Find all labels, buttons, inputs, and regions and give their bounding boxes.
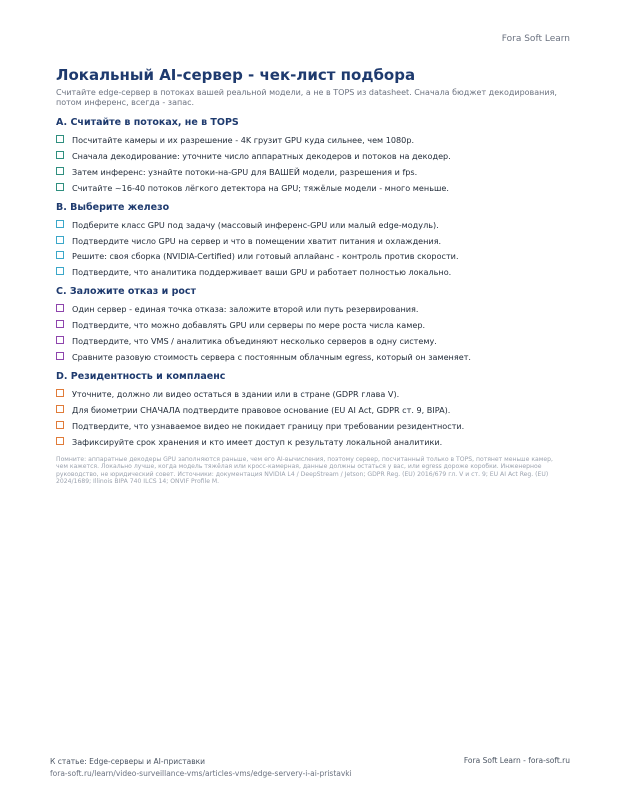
checklist-item-text: Подтвердите число GPU на сервер и что в помещении хватит питания и охлаждения. <box>72 235 442 246</box>
brand-label: Fora Soft Learn <box>501 34 570 44</box>
checklist-item <box>56 267 566 277</box>
checkbox[interactable] <box>56 183 64 191</box>
checkbox[interactable] <box>56 320 64 328</box>
checklist-item-text: Сначала декодирование: уточните число аппаратных декодеров и потоков на декодер. <box>72 150 451 161</box>
checklist-item <box>56 320 566 330</box>
checklist-item <box>56 220 566 230</box>
checklist-main <box>56 66 566 486</box>
checklist-item-text: Один сервер - единая точка отказа: заложите второй или путь резервирования. <box>72 304 419 315</box>
section-title: B. Выберите железо <box>56 201 170 213</box>
checkbox[interactable] <box>56 304 64 312</box>
checklist-item <box>56 151 566 161</box>
footer-url[interactable]: fora-soft.ru/learn/video-surveillance-vms/articles-vms/edge-servery-i-ai-pristavki <box>50 769 352 778</box>
checklist-item <box>56 421 566 431</box>
checkbox[interactable] <box>56 421 64 429</box>
checkbox[interactable] <box>56 251 64 259</box>
checklist-item <box>56 336 566 346</box>
page-subtitle: Считайте edge-сервер в потоках вашей реальной модели, а не в TOPS из datasheet. Сначала бюджет декодирования, потом инференс, всегда - запас. <box>56 88 557 107</box>
checklist-item-text: Решите: своя сборка (NVIDIA-Certified) или готовый аплайанс - контроль против скорости. <box>72 251 459 262</box>
checklist-section <box>56 135 566 193</box>
checkbox[interactable] <box>56 220 64 228</box>
checklist-section <box>56 304 566 362</box>
section-title: A. Считайте в потоках, не в TOPS <box>56 117 239 128</box>
checklist-item <box>56 135 566 145</box>
checklist-item <box>56 437 566 447</box>
checklist-item-text: Сравните разовую стоимость сервера с постоянным облачным egress, который он заменяет. <box>72 352 471 363</box>
section-title: D. Резидентность и комплаенс <box>56 371 226 383</box>
footer-brand[interactable]: Fora Soft Learn - fora-soft.ru <box>463 756 570 765</box>
footer-article-link[interactable]: К статье: Edge-серверы и AI-приставки <box>50 757 206 766</box>
checkbox[interactable] <box>56 437 64 445</box>
checkbox[interactable] <box>56 336 64 344</box>
checklist-item <box>56 167 566 177</box>
section-title: C. Заложите отказ и рост <box>56 286 197 298</box>
checklist-item <box>56 251 566 261</box>
checklist-item-text: Затем инференс: узнайте потоки-на-GPU для ВАШЕЙ модели, разрешения и fps. <box>72 166 418 177</box>
checklist-item <box>56 236 566 246</box>
checklist-item <box>56 389 566 399</box>
checklist-item-text: Подберите класс GPU под задачу (массовый инференс-GPU или малый edge-модуль). <box>72 219 439 230</box>
checklist-section <box>56 389 566 447</box>
checklist-item <box>56 405 566 415</box>
checklist-item-text: Считайте ~16-40 потоков лёгкого детектора на GPU; тяжёлые модели - много меньше. <box>72 182 449 193</box>
footer-article <box>50 756 352 780</box>
checkbox[interactable] <box>56 405 64 413</box>
checkbox[interactable] <box>56 167 64 175</box>
checklist-item-text: Подтвердите, что VMS / аналитика объединяют несколько серверов в одну систему. <box>72 336 437 347</box>
checklist-item <box>56 352 566 362</box>
checklist-section <box>56 220 566 278</box>
checklist-item-text: Зафиксируйте срок хранения и кто имеет доступ к результату локальной аналитики. <box>72 436 443 447</box>
checklist-item-text: Уточните, должно ли видео остаться в здании или в стране (GDPR глава V). <box>72 389 400 400</box>
checkbox[interactable] <box>56 352 64 360</box>
checklist-item-text: Подтвердите, что можно добавлять GPU или серверы по мере роста числа камер. <box>72 320 426 331</box>
checkbox[interactable] <box>56 236 64 244</box>
checklist-item <box>56 304 566 314</box>
checkbox[interactable] <box>56 389 64 397</box>
sections-container <box>56 117 566 447</box>
checklist-item-text: Посчитайте камеры и их разрешение - 4K грузит GPU куда сильнее, чем 1080p. <box>72 135 415 145</box>
footnote: Помните: аппаратные декодеры GPU заполняются раньше, чем его AI-вычисления, поэтому сервер, посчитанный только в TOPS, потянет меньше камер, чем кажется. Локально лучше, когда модель тяжёлая или кросс-камерная, данные должны остаться у вас, или egress дороже коробки. Инженерное руководство, не юридический совет. Источники: документация NVIDIA L4 / DeepStream / Jetson; GDPR Reg. (EU) 2016/679 гл. V и ст. 9; EU AI Act Reg. (EU) 2024/1689; Illinois BIPA 740 ILCS 14; ONVIF Profile M. <box>56 455 553 486</box>
page-title: Локальный AI-сервер - чек-лист подбора <box>56 66 416 84</box>
checkbox[interactable] <box>56 267 64 275</box>
checklist-item-text: Подтвердите, что узнаваемое видео не покидает границу при требовании резидентности. <box>72 420 465 431</box>
checkbox[interactable] <box>56 135 64 143</box>
checklist-item <box>56 183 566 193</box>
checklist-item-text: Подтвердите, что аналитика поддерживает ваши GPU и работает полностью локально. <box>72 267 452 278</box>
checkbox[interactable] <box>56 151 64 159</box>
checklist-item-text: Для биометрии СНАЧАЛА подтвердите правовое основание (EU AI Act, GDPR ст. 9, BIPA). <box>72 404 451 415</box>
